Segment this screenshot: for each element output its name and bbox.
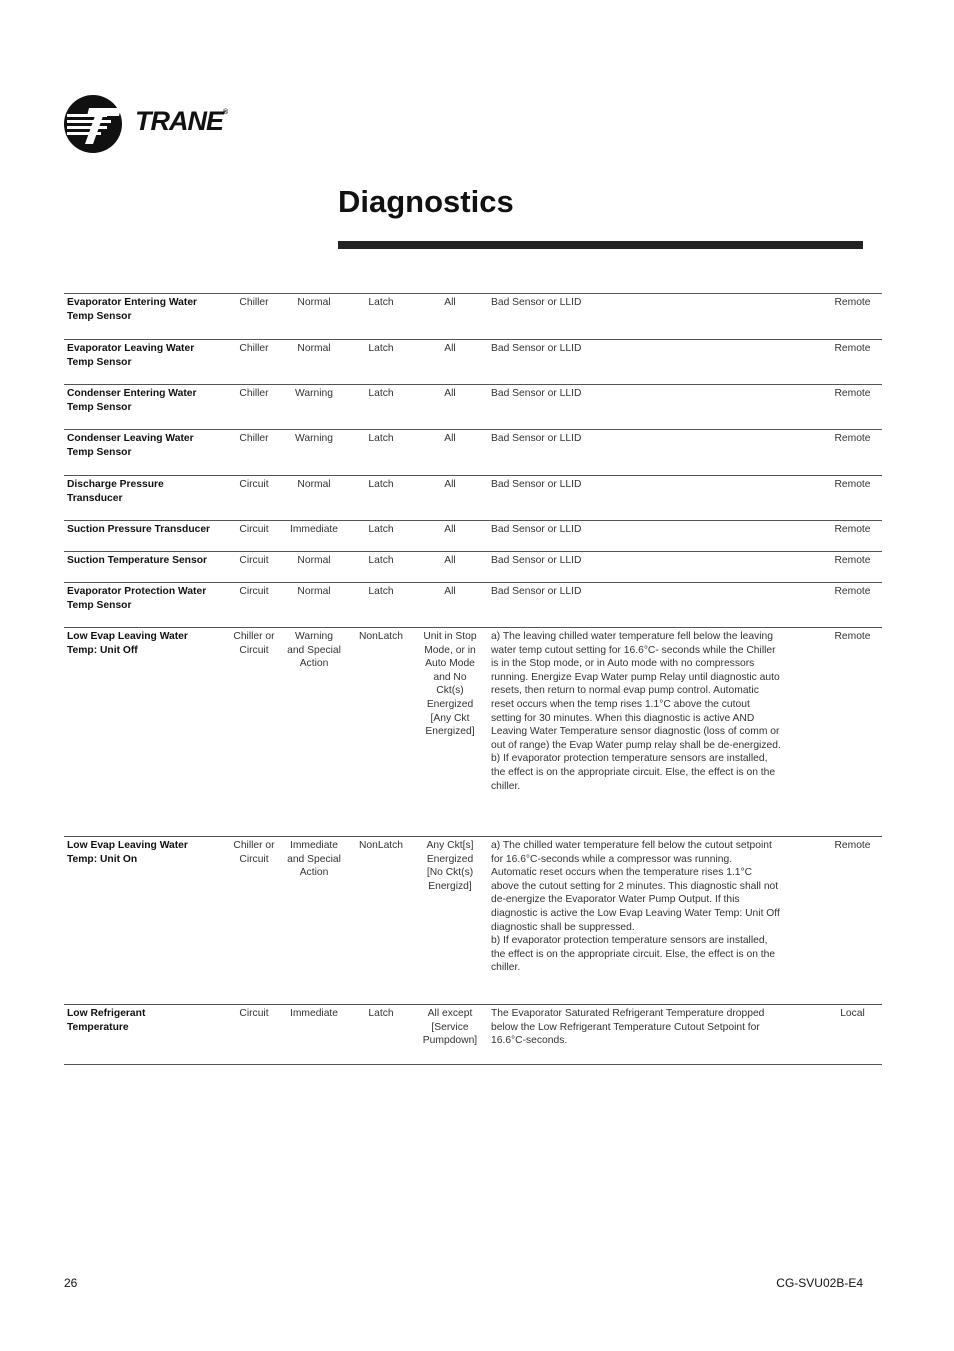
table-row: [64, 476, 882, 521]
persistence-cell: [345, 340, 417, 385]
severity-cell: [283, 552, 345, 583]
reset-level-cell: [823, 521, 882, 552]
persistence: Latch: [368, 433, 394, 444]
reset-level: Remote: [834, 433, 871, 444]
criteria-cell: [483, 583, 823, 628]
persistence: NonLatch: [358, 631, 404, 642]
active-modes: All: [444, 479, 456, 490]
active-modes-cell: [417, 552, 483, 583]
reset-level-cell: [823, 476, 882, 521]
reset-level-cell: [823, 430, 882, 476]
reset-level-cell: [823, 628, 882, 837]
persistence: Latch: [368, 343, 394, 354]
affects-target-cell: [225, 294, 283, 340]
active-modes: All: [444, 343, 456, 354]
affects-target: Circuit: [239, 555, 269, 566]
reset-level: Remote: [834, 586, 871, 597]
severity: Normal: [297, 343, 331, 354]
severity-cell: [283, 1005, 345, 1065]
persistence: Latch: [368, 586, 394, 597]
reset-level-cell: [823, 552, 882, 583]
reset-level: Remote: [834, 840, 871, 851]
persistence: Latch: [368, 524, 394, 535]
diagnostic-name: Suction Pressure Transducer: [67, 524, 211, 535]
active-modes-cell: [417, 430, 483, 476]
reset-level: Remote: [834, 479, 871, 490]
severity-cell: [283, 476, 345, 521]
table-row: [64, 628, 882, 837]
affects-target: Chiller: [239, 297, 269, 308]
active-modes: Unit in Stop Mode, or in Auto Mode and No Ckt(s) Energized [Any Ckt Energized]: [423, 631, 477, 738]
severity: Immediate: [289, 524, 339, 535]
table-row: [64, 1005, 882, 1065]
affects-target-cell: [225, 583, 283, 628]
table-row: [64, 521, 882, 552]
affects-target: Chiller or Circuit: [233, 631, 275, 656]
affects-target: Circuit: [239, 524, 269, 535]
severity: Normal: [297, 297, 331, 308]
severity: Normal: [297, 479, 331, 490]
persistence-cell: [345, 430, 417, 476]
diagnostic-name: Condenser Entering Water Temp Sensor: [67, 388, 197, 413]
criteria: Bad Sensor or LLID: [491, 433, 582, 444]
affects-target: Chiller: [239, 433, 269, 444]
trane-circle-icon: [63, 94, 123, 154]
trane-logo: [63, 94, 243, 154]
active-modes-cell: [417, 294, 483, 340]
reset-level: Remote: [834, 631, 871, 642]
diagnostic-name-cell: [64, 628, 225, 837]
affects-target-cell: [225, 385, 283, 430]
criteria-cell: [483, 340, 823, 385]
active-modes: All: [444, 524, 456, 535]
affects-target-cell: [225, 628, 283, 837]
active-modes-cell: [417, 628, 483, 837]
active-modes-cell: [417, 1005, 483, 1065]
diagnostic-name: Suction Temperature Sensor: [67, 555, 207, 566]
reset-level-cell: [823, 294, 882, 340]
active-modes-cell: [417, 521, 483, 552]
criteria-cell: [483, 430, 823, 476]
criteria: Bad Sensor or LLID: [491, 479, 582, 490]
active-modes: All: [444, 555, 456, 566]
active-modes: All: [444, 297, 456, 308]
persistence: Latch: [368, 555, 394, 566]
diagnostic-name-cell: [64, 476, 225, 521]
reset-level: Remote: [834, 388, 871, 399]
severity: Warning and Special Action: [287, 631, 341, 670]
persistence-cell: [345, 1005, 417, 1065]
document-code: CG-SVU02B-E4: [776, 1276, 863, 1290]
diagnostic-name-cell: [64, 430, 225, 476]
criteria: The Evaporator Saturated Refrigerant Temperature dropped below the Low Refrigerant Temperature Cutout Setpoint for 16.6°C-seconds.: [491, 1008, 765, 1047]
active-modes-cell: [417, 837, 483, 1005]
active-modes-cell: [417, 340, 483, 385]
persistence-cell: [345, 583, 417, 628]
diagnostic-name-cell: [64, 385, 225, 430]
affects-target-cell: [225, 521, 283, 552]
criteria-cell: [483, 628, 823, 837]
table-row: [64, 294, 882, 340]
diagnostic-name: Discharge Pressure Transducer: [67, 479, 164, 504]
affects-target: Circuit: [239, 1008, 269, 1019]
criteria: a) The leaving chilled water temperature fell below the leaving water temp cutout setting for 16.6°C- seconds while the Chiller is in the Stop mode, or in Auto mode with no compressors running. Energize Evap Water pump Relay until diagnostic auto resets, then return to normal evap pump control. Automatic reset occurs when the temp rises 1.1°C above the cutout setting for 30 minutes. When this diagnostic is active AND Leaving Water Temperature sensor diagnostic (loss of comm or out of range) the Evap Water pump relay shall be de-energized. b) If evaporator protection temperature sensors are installed, the effect is on the appropriate circuit. Else, the effect is on the chiller.: [491, 631, 781, 792]
persistence: Latch: [368, 479, 394, 490]
reset-level: Remote: [834, 297, 871, 308]
diagnostic-name-cell: [64, 294, 225, 340]
diagnostic-name: Condenser Leaving Water Temp Sensor: [67, 433, 194, 458]
diagnostic-name-cell: [64, 521, 225, 552]
severity-cell: [283, 837, 345, 1005]
affects-target-cell: [225, 340, 283, 385]
severity: Immediate: [289, 1008, 339, 1019]
severity: Normal: [297, 555, 331, 566]
reset-level-cell: [823, 1005, 882, 1065]
severity: Immediate and Special Action: [287, 840, 341, 879]
affects-target: Circuit: [239, 586, 269, 597]
criteria: a) The chilled water temperature fell below the cutout setpoint for 16.6°C-seconds while a compressor was running. Automatic reset occurs when the temperature rises 1.1°C above the cutout setting for 2 minutes. This diagnostic shall not de-energize the Evaporator Water Pump Output. If this diagnostic is active the Low Evap Leaving Water Temp: Unit Off diagnostic shall be suppressed. b) If evaporator protection temperature sensors are installed, the effect is on the appropriate circuit. Else, the effect is on the chiller.: [491, 840, 780, 974]
persistence: Latch: [368, 297, 394, 308]
page-title: Diagnostics: [338, 184, 514, 219]
affects-target: Chiller: [239, 343, 269, 354]
table-row: [64, 430, 882, 476]
severity-cell: [283, 294, 345, 340]
criteria-cell: [483, 552, 823, 583]
severity-cell: [283, 521, 345, 552]
diagnostic-name-cell: [64, 837, 225, 1005]
diagnostic-name: Evaporator Leaving Water Temp Sensor: [67, 343, 195, 368]
severity-cell: [283, 628, 345, 837]
criteria-cell: [483, 476, 823, 521]
diagnostic-name: Evaporator Entering Water Temp Sensor: [67, 297, 198, 322]
persistence-cell: [345, 628, 417, 837]
severity: Normal: [297, 586, 331, 597]
active-modes: All except [Service Pumpdown]: [422, 1008, 478, 1047]
table-row: [64, 837, 882, 1005]
diagnostics-table: [64, 293, 882, 1065]
severity-cell: [283, 385, 345, 430]
reset-level-cell: [823, 340, 882, 385]
persistence-cell: [345, 385, 417, 430]
criteria-cell: [483, 837, 823, 1005]
criteria: Bad Sensor or LLID: [491, 524, 582, 535]
diagnostic-name: Evaporator Protection Water Temp Sensor: [67, 586, 207, 611]
affects-target: Chiller: [239, 388, 269, 399]
diagnostic-name-cell: [64, 552, 225, 583]
persistence-cell: [345, 294, 417, 340]
active-modes: All: [444, 586, 456, 597]
severity: Warning: [295, 388, 333, 399]
criteria: Bad Sensor or LLID: [491, 555, 582, 566]
criteria-cell: [483, 1005, 823, 1065]
affects-target: Circuit: [239, 479, 269, 490]
diagnostic-name: Low Evap Leaving Water Temp: Unit On: [67, 840, 188, 865]
persistence: Latch: [368, 388, 394, 399]
table-row: [64, 552, 882, 583]
page-number: 26: [64, 1276, 78, 1290]
severity-cell: [283, 430, 345, 476]
persistence-cell: [345, 837, 417, 1005]
persistence: NonLatch: [358, 840, 404, 851]
trane-wordmark: TRANE®: [135, 106, 228, 136]
reset-level: Local: [840, 1008, 865, 1019]
criteria-cell: [483, 521, 823, 552]
affects-target: Chiller or Circuit: [233, 840, 275, 865]
diagnostic-name-cell: [64, 1005, 225, 1065]
persistence-cell: [345, 552, 417, 583]
table-row: [64, 340, 882, 385]
criteria: Bad Sensor or LLID: [491, 343, 582, 354]
active-modes: All: [444, 388, 456, 399]
severity-cell: [283, 340, 345, 385]
affects-target-cell: [225, 476, 283, 521]
affects-target-cell: [225, 430, 283, 476]
criteria-cell: [483, 385, 823, 430]
criteria-cell: [483, 294, 823, 340]
persistence: Latch: [368, 1008, 394, 1019]
active-modes: All: [444, 433, 456, 444]
persistence-cell: [345, 476, 417, 521]
reset-level-cell: [823, 583, 882, 628]
reset-level-cell: [823, 385, 882, 430]
diagnostic-name-cell: [64, 340, 225, 385]
diagnostic-name-cell: [64, 583, 225, 628]
affects-target-cell: [225, 1005, 283, 1065]
criteria: Bad Sensor or LLID: [491, 586, 582, 597]
criteria: Bad Sensor or LLID: [491, 297, 582, 308]
active-modes-cell: [417, 476, 483, 521]
reset-level: Remote: [834, 524, 871, 535]
active-modes: Any Ckt[s] Energized [No Ckt(s) Energizd]: [426, 840, 474, 892]
affects-target-cell: [225, 837, 283, 1005]
table-row: [64, 583, 882, 628]
reset-level-cell: [823, 837, 882, 1005]
severity-cell: [283, 583, 345, 628]
diagnostic-name: Low Evap Leaving Water Temp: Unit Off: [67, 631, 188, 656]
persistence-cell: [345, 521, 417, 552]
severity: Warning: [295, 433, 333, 444]
title-rule: [338, 241, 863, 249]
active-modes-cell: [417, 583, 483, 628]
active-modes-cell: [417, 385, 483, 430]
reset-level: Remote: [834, 555, 871, 566]
reset-level: Remote: [834, 343, 871, 354]
table-row: [64, 385, 882, 430]
criteria: Bad Sensor or LLID: [491, 388, 582, 399]
diagnostic-name: Low Refrigerant Temperature: [67, 1008, 146, 1033]
affects-target-cell: [225, 552, 283, 583]
